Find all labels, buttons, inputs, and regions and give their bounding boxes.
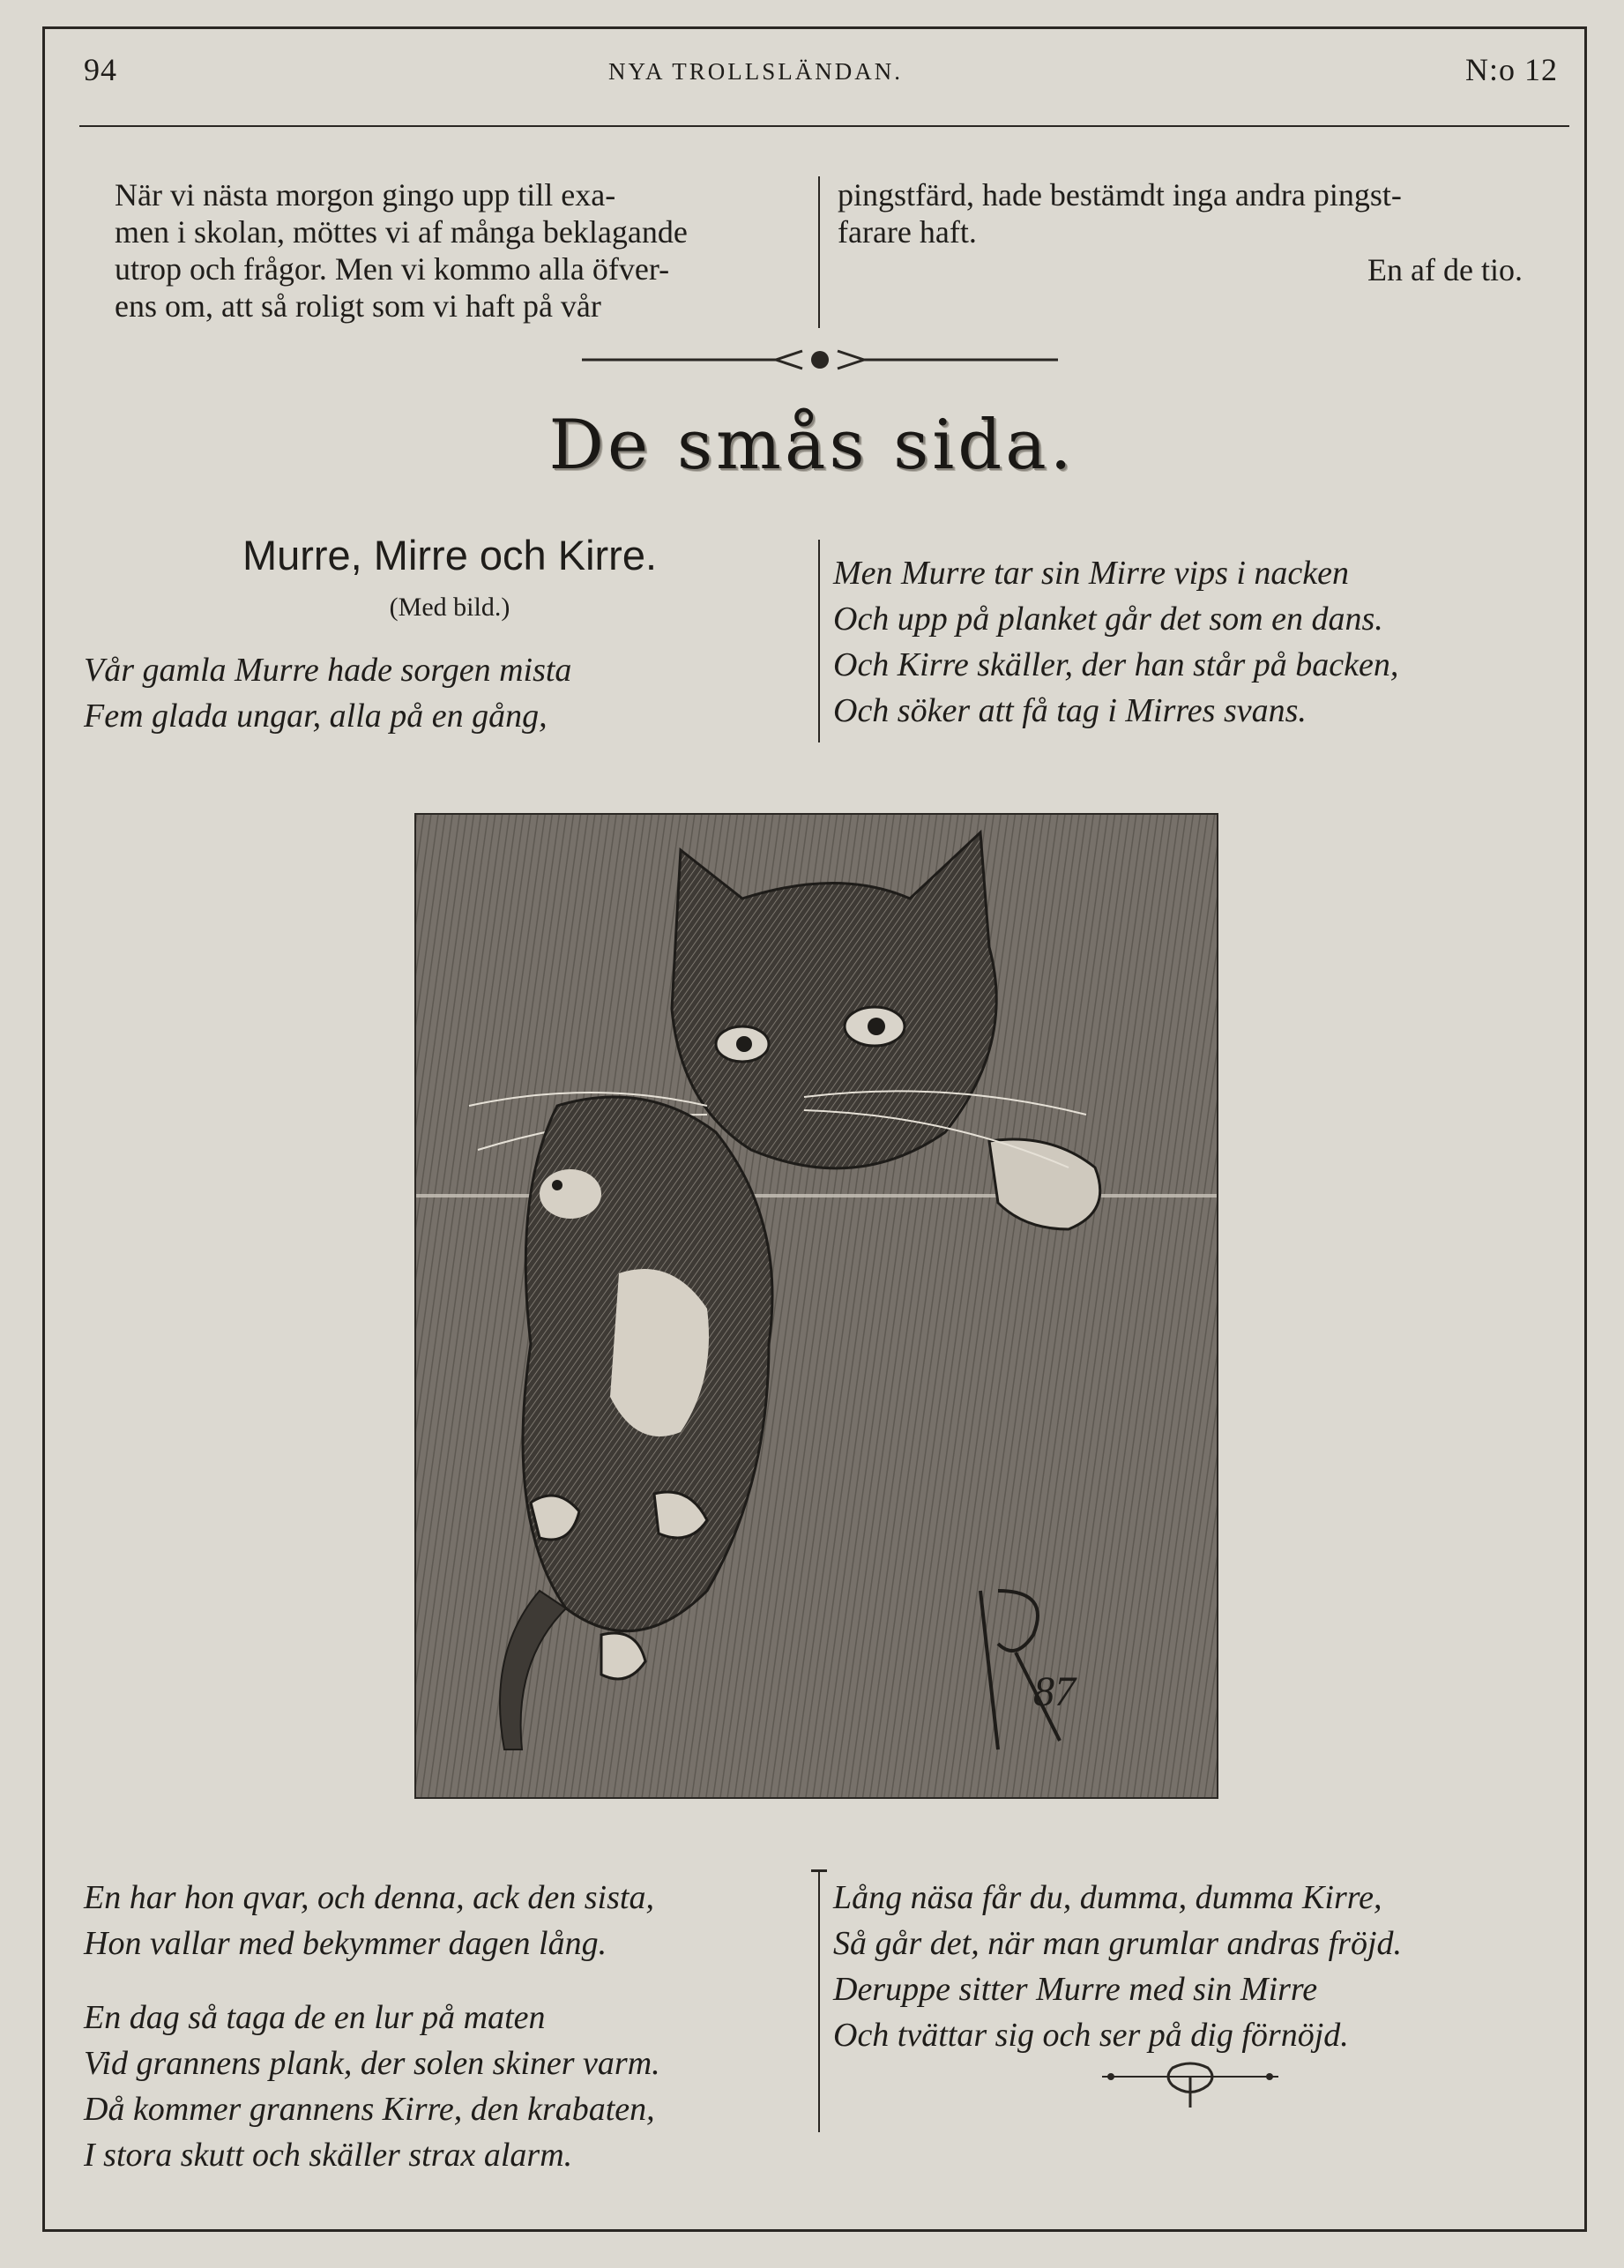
- verse-line: Lång näsa får du, dumma, dumma Kirre,: [833, 1879, 1382, 1916]
- intro-line: utrop och frågor. Men vi kommo alla öfver-: [115, 251, 670, 287]
- poem-subtitle: (Med bild.): [389, 593, 510, 622]
- page-number: 94: [84, 52, 117, 87]
- tail-ornament: [1102, 2059, 1278, 2112]
- intro-line: farare haft.: [838, 214, 977, 250]
- poem-title: Murre, Mirre och Kirre.: [242, 532, 658, 578]
- divider-cap: [811, 1869, 827, 1872]
- top-border: [42, 26, 1587, 29]
- verse-line: Deruppe sitter Murre med sin Mirre: [833, 1971, 1318, 2008]
- verse-line: Och Kirre skäller, der han står på backen,: [833, 646, 1399, 683]
- cat-illustration: [414, 813, 1218, 1799]
- stanza-1: [84, 647, 571, 739]
- journal-title: NYA TROLLSLÄNDAN.: [608, 58, 904, 85]
- intro-line: När vi nästa morgon gingo upp till exa-: [115, 177, 616, 213]
- intro-column-divider: [818, 176, 820, 328]
- verse-line: Vid grannens plank, der solen skiner varm.: [84, 2045, 660, 2082]
- verse-line: Och upp på planket går det som en dans.: [833, 601, 1383, 638]
- left-border: [42, 26, 45, 2231]
- cat-engraving: [416, 815, 1217, 1797]
- verse-line: Vår gamla Murre hade sorgen mista: [84, 652, 572, 689]
- intro-line: pingstfärd, hade bestämdt inga andra pingst-: [838, 177, 1402, 213]
- verse-line: Fem glada ungar, alla på en gång,: [84, 698, 548, 735]
- issue-number: N:o 12: [1465, 52, 1558, 87]
- illustration-year: 87: [1033, 1668, 1076, 1715]
- bottom-border: [42, 2229, 1587, 2232]
- poem-column-divider-top: [818, 540, 820, 742]
- verse-line: Hon vallar med bekymmer dagen lång.: [84, 1925, 607, 1962]
- stanza-4: [84, 1995, 660, 2178]
- verse-line: Så går det, när man grumlar andras fröjd.: [833, 1925, 1402, 1962]
- intro-line: ens om, att så roligt som vi haft på vår: [115, 288, 601, 324]
- intro-left-column: [115, 176, 802, 325]
- intro-line: men i skolan, möttes vi af många beklagande: [115, 214, 688, 250]
- intro-right-column: [838, 176, 1534, 250]
- stanza-5: [833, 1875, 1402, 2058]
- verse-line: Då kommer grannens Kirre, den krabaten,: [84, 2091, 655, 2128]
- verse-line: En har hon qvar, och denna, ack den sista,: [84, 1879, 654, 1916]
- verse-line: Och söker att få tag i Mirres svans.: [833, 692, 1307, 729]
- intro-signature: En af de tio.: [1367, 252, 1523, 287]
- stanza-2: [833, 550, 1398, 734]
- ornament-divider: [582, 340, 1058, 379]
- verse-line: I stora skutt och skäller strax alarm.: [84, 2137, 573, 2174]
- verse-line: En dag så taga de en lur på maten: [84, 1999, 546, 2036]
- verse-line: Men Murre tar sin Mirre vips i nacken: [833, 555, 1350, 592]
- section-title: De smås sida.: [548, 406, 1076, 485]
- poem-column-divider-bottom: [818, 1869, 820, 2132]
- right-border: [1584, 26, 1587, 2231]
- header-rule: [79, 125, 1569, 127]
- verse-line: Och tvättar sig och ser på dig förnöjd.: [833, 2017, 1349, 2054]
- stanza-3: [84, 1875, 654, 1966]
